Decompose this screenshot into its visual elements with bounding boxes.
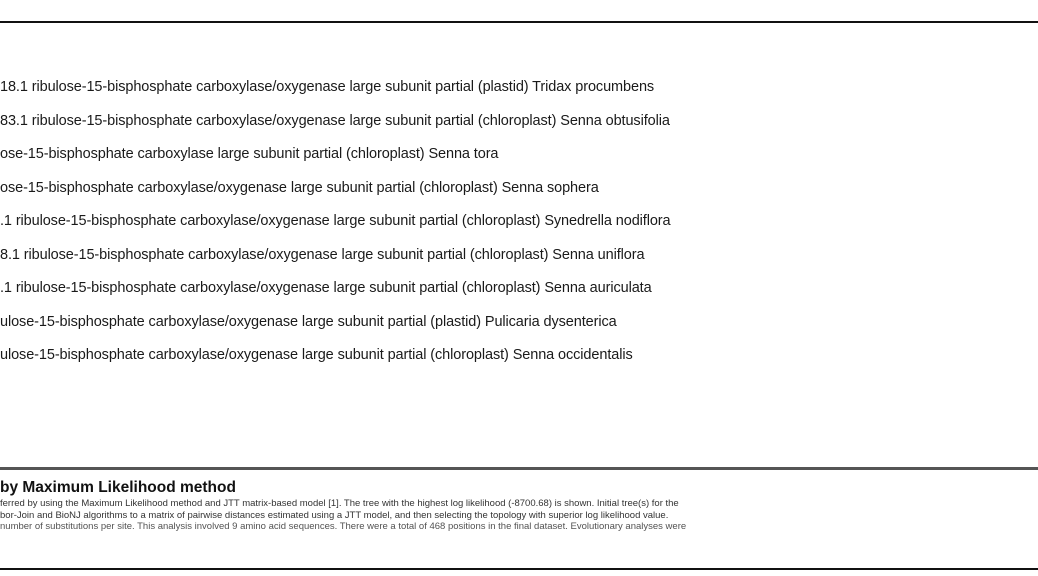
list-item: ose-15-bisphosphate carboxylase large subunit partial (chloroplast) Senna tora [0, 146, 499, 162]
list-item: 83.1 ribulose-15-bisphosphate carboxylase/oxygenase large subunit partial (chloroplast) Senna obtusifolia [0, 112, 670, 129]
list-item: ulose-15-bisphosphate carboxylase/oxygenase large subunit partial (chloroplast) Senna occidentalis [0, 347, 633, 363]
list-item: 8.1 ribulose-15-bisphosphate carboxylase/oxygenase large subunit partial (chloroplast) Senna uniflora [0, 246, 645, 263]
caption-line: bor-Join and BioNJ algorithms to a matrix of pairwise distances estimated using a JTT model, and then selecting the topology with superior log likelihood value. [0, 509, 669, 521]
bottom-rule [0, 568, 1038, 570]
sequence-list [0, 76, 1038, 378]
caption-title: by Maximum Likelihood method [0, 479, 236, 496]
list-item: ose-15-bisphosphate carboxylase/oxygenase large subunit partial (chloroplast) Senna sophera [0, 179, 599, 196]
figure-caption [0, 478, 1038, 566]
list-item: 18.1 ribulose-15-bisphosphate carboxylase/oxygenase large subunit partial (plastid) Tridax procumbens [0, 79, 655, 95]
list-item: .1 ribulose-15-bisphosphate carboxylase/oxygenase large subunit partial (chloroplast) Synedrella nodiflora [0, 213, 671, 229]
caption-line: number of substitutions per site. This analysis involved 9 amino acid sequences. There were a total of 468 positions in the final dataset. Evolutionary analyses were [0, 521, 687, 532]
caption-line: ferred by using the Maximum Likelihood method and JTT matrix-based model [1]. The tree with the highest log likelihood (-8700.68) is shown. Initial tree(s) for the [0, 498, 679, 509]
top-rule [0, 21, 1038, 23]
section-divider [0, 467, 1038, 470]
list-item: ulose-15-bisphosphate carboxylase/oxygenase large subunit partial (plastid) Pulicaria dysenterica [0, 313, 617, 330]
list-item: .1 ribulose-15-bisphosphate carboxylase/oxygenase large subunit partial (chloroplast) Senna auriculata [0, 280, 652, 296]
